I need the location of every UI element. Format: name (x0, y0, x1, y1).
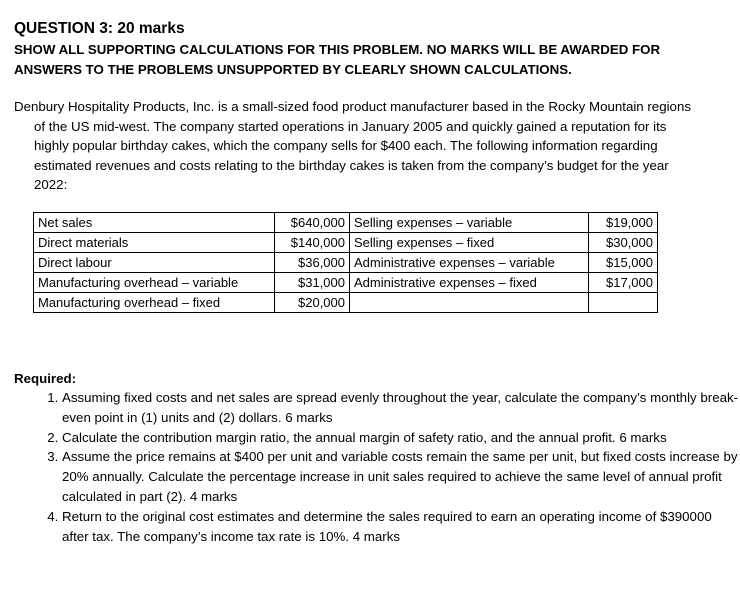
table-cell: $15,000 (589, 253, 658, 273)
table-cell: Administrative expenses – fixed (350, 273, 589, 293)
table-row (34, 253, 658, 273)
table-cell: Manufacturing overhead – variable (34, 273, 275, 293)
table-cell: Net sales (34, 213, 275, 233)
required-list (14, 388, 740, 546)
list-item: 1. Assuming fixed costs and net sales are spread evenly throughout the year, calculate the company’s monthly break-even point in (1) units and (2) dollars. 6 marks (62, 388, 740, 428)
table-cell: $640,000 (275, 213, 350, 233)
instructions: SHOW ALL SUPPORTING CALCULATIONS FOR THIS PROBLEM. NO MARKS WILL BE AWARDED FOR ANSWERS TO THE PROBLEMS UNSUPPORTED BY CLEARLY SHOWN CALCULATIONS. (14, 42, 661, 77)
table-cell: Selling expenses – fixed (350, 233, 589, 253)
table-cell: $20,000 (275, 293, 350, 313)
table-cell (350, 293, 589, 313)
table-cell: Manufacturing overhead – fixed (34, 293, 275, 313)
table-cell: Direct labour (34, 253, 275, 273)
intro-paragraph (14, 97, 704, 195)
table-row (34, 293, 658, 313)
table-row (34, 233, 658, 253)
question-title: QUESTION 3: 20 marks (14, 20, 185, 37)
intro-text: Denbury Hospitality Products, Inc. is a small-sized food product manufacturer based in the Rocky Mountain regions of the US mid-west. The company started operations in January 2005 and quickly gained a reputation for its highly popular birthday cakes, which the company sells for $400 each. The following information regarding estimated revenues and costs relating to the birthday cakes is taken from the company’s budget for the year 2022: (14, 99, 691, 192)
table-cell: $19,000 (589, 213, 658, 233)
table-cell: $36,000 (275, 253, 350, 273)
table-cell: Direct materials (34, 233, 275, 253)
table-cell: $30,000 (589, 233, 658, 253)
table-cell: $17,000 (589, 273, 658, 293)
table-cell: $31,000 (275, 273, 350, 293)
required-title: Required: (14, 371, 77, 386)
table-row (34, 273, 658, 293)
budget-table (33, 212, 658, 313)
table-cell (589, 293, 658, 313)
list-item: 3. Assume the price remains at $400 per unit and variable costs remain the same per unit, but fixed costs increase by 20% annually. Calculate the percentage increase in unit sales required to achieve the same level of annual profit calculated in part (2). 4 marks (62, 447, 740, 506)
table-cell: Selling expenses – variable (350, 213, 589, 233)
table-row (34, 213, 658, 233)
table-cell: $140,000 (275, 233, 350, 253)
table-cell: Administrative expenses – variable (350, 253, 589, 273)
list-item: 2. Calculate the contribution margin ratio, the annual margin of safety ratio, and the annual profit. 6 marks (62, 428, 740, 448)
list-item: 4. Return to the original cost estimates and determine the sales required to earn an operating income of $390000 after tax. The company’s income tax rate is 10%. 4 marks (62, 507, 740, 547)
